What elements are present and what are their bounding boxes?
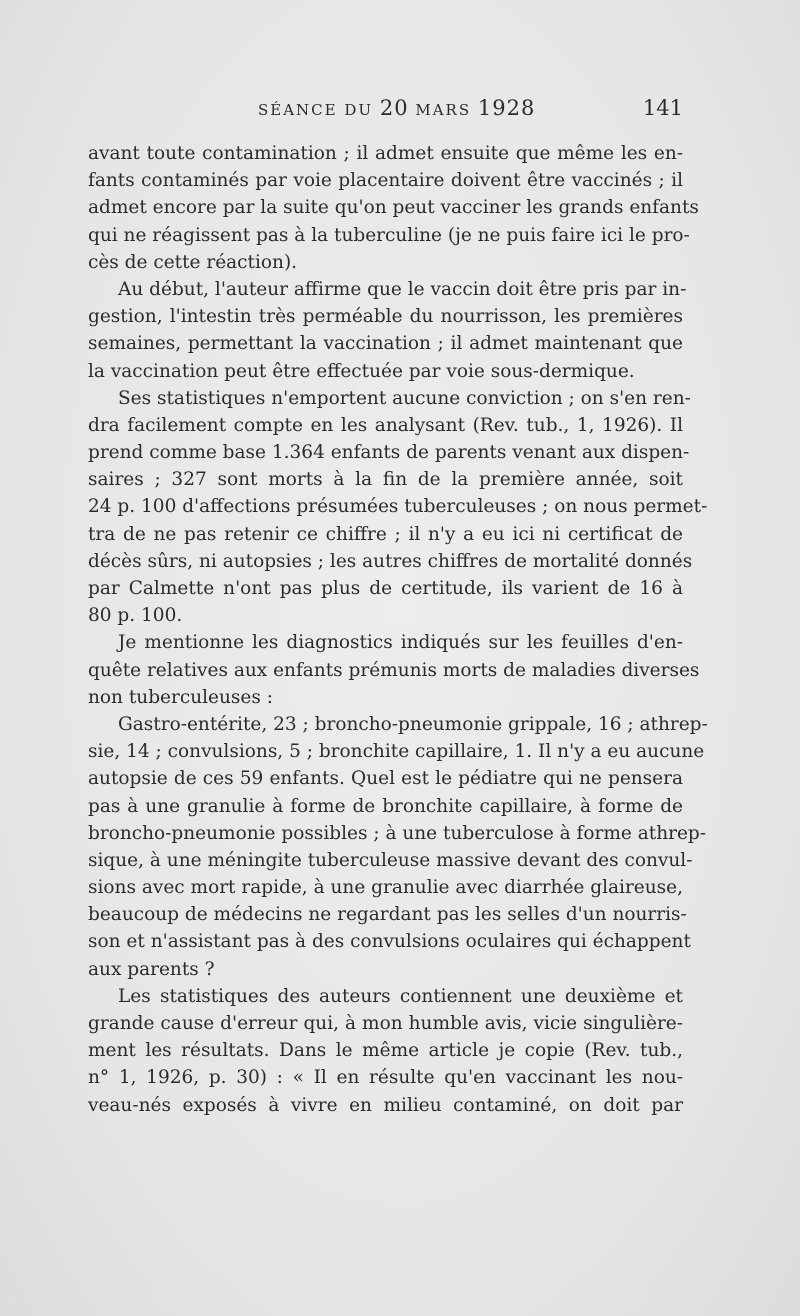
text-line: fants contaminés par voie placentaire doivent être vaccinés ; il bbox=[88, 170, 683, 192]
running-title-day: 20 bbox=[379, 96, 409, 120]
text-line: autopsie de ces 59 enfants. Quel est le pédiatre qui ne pensera bbox=[88, 768, 683, 790]
running-title bbox=[258, 96, 535, 120]
text-line: dra facilement compte en les analysant (Rev. tub., 1, 1926). Il bbox=[88, 414, 683, 436]
text-line: 80 p. 100. bbox=[88, 605, 183, 627]
text-line: broncho-pneumonie possibles ; à une tuberculose à forme athrep- bbox=[88, 822, 707, 844]
text-line: sions avec mort rapide, à une granulie avec diarrhée glaireuse, bbox=[88, 877, 683, 899]
text-line: avant toute contamination ; il admet ensuite que même les en- bbox=[88, 143, 683, 164]
text-line: 24 p. 100 d'affections présumées tuberculeuses ; on nous permet- bbox=[88, 496, 708, 518]
text-line: Ses statistiques n'emportent aucune conviction ; on s'en ren- bbox=[118, 387, 691, 409]
page-number: 141 bbox=[642, 96, 683, 120]
text-line: son et n'assistant pas à des convulsions oculaires qui échappent bbox=[88, 931, 691, 953]
text-line: Au début, l'auteur affirme que le vaccin doit être pris par in- bbox=[118, 278, 687, 300]
text-line: saires ; 327 sont morts à la fin de la première année, soit bbox=[88, 469, 683, 491]
text-line: semaines, permettant la vaccination ; il admet maintenant que bbox=[88, 333, 683, 355]
text-line: ment les résultats. Dans le même article je copie (Rev. tub., bbox=[88, 1040, 683, 1062]
text-line: admet encore par la suite qu'on peut vacciner les grands enfants bbox=[88, 197, 699, 219]
text-line: sique, à une méningite tuberculeuse massive devant des convul- bbox=[88, 849, 693, 871]
text-line: aux parents ? bbox=[88, 958, 215, 980]
text-line: prend comme base 1.364 enfants de parents venant aux dispen- bbox=[88, 442, 690, 464]
text-line: beaucoup de médecins ne regardant pas les selles d'un nourris- bbox=[88, 904, 687, 926]
running-title-year: 1928 bbox=[477, 96, 536, 120]
running-title-month: MARS bbox=[408, 101, 478, 119]
text-line: pas à une granulie à forme de bronchite capillaire, à forme de bbox=[88, 795, 683, 817]
text-line: quête relatives aux enfants prémunis morts de maladies diverses bbox=[88, 659, 700, 681]
text-line: n° 1, 1926, p. 30) : « Il en résulte qu'en vaccinant les nou- bbox=[88, 1067, 683, 1089]
text-line: la vaccination peut être effectuée par voie sous-dermique. bbox=[88, 360, 635, 382]
text-line: par Calmette n'ont pas plus de certitude, ils varient de 16 à bbox=[88, 578, 683, 599]
text-line: tra de ne pas retenir ce chiffre ; il n'y a eu ici ni certificat de bbox=[88, 523, 683, 545]
body-text bbox=[88, 140, 708, 1119]
text-line: Gastro-entérite, 23 ; broncho-pneumonie grippale, 16 ; athrep- bbox=[118, 713, 708, 735]
text-line: gestion, l'intestin très perméable du nourrisson, les premières bbox=[88, 306, 683, 328]
text-line: sie, 14 ; convulsions, 5 ; bronchite capillaire, 1. Il n'y a eu aucune bbox=[88, 741, 705, 763]
text-line: grande cause d'erreur qui, à mon humble avis, vicie singulière- bbox=[88, 1013, 683, 1034]
text-line: veau-nés exposés à vivre en milieu contaminé, on doit par bbox=[88, 1094, 683, 1116]
text-line: décès sûrs, ni autopsies ; les autres chiffres de mortalité donnés bbox=[88, 550, 693, 572]
running-title-prefix: SÉANCE DU bbox=[258, 101, 380, 119]
text-line: non tuberculeuses : bbox=[88, 686, 273, 708]
running-head bbox=[88, 96, 683, 126]
text-line: Les statistiques des auteurs contiennent une deuxième et bbox=[118, 985, 683, 1007]
text-line: qui ne réagissent pas à la tuberculine (je ne puis faire ici le pro- bbox=[88, 224, 690, 246]
text-line: cès de cette réaction). bbox=[88, 251, 298, 273]
text-line: Je mentionne les diagnostics indiqués sur les feuilles d'en- bbox=[118, 632, 683, 654]
